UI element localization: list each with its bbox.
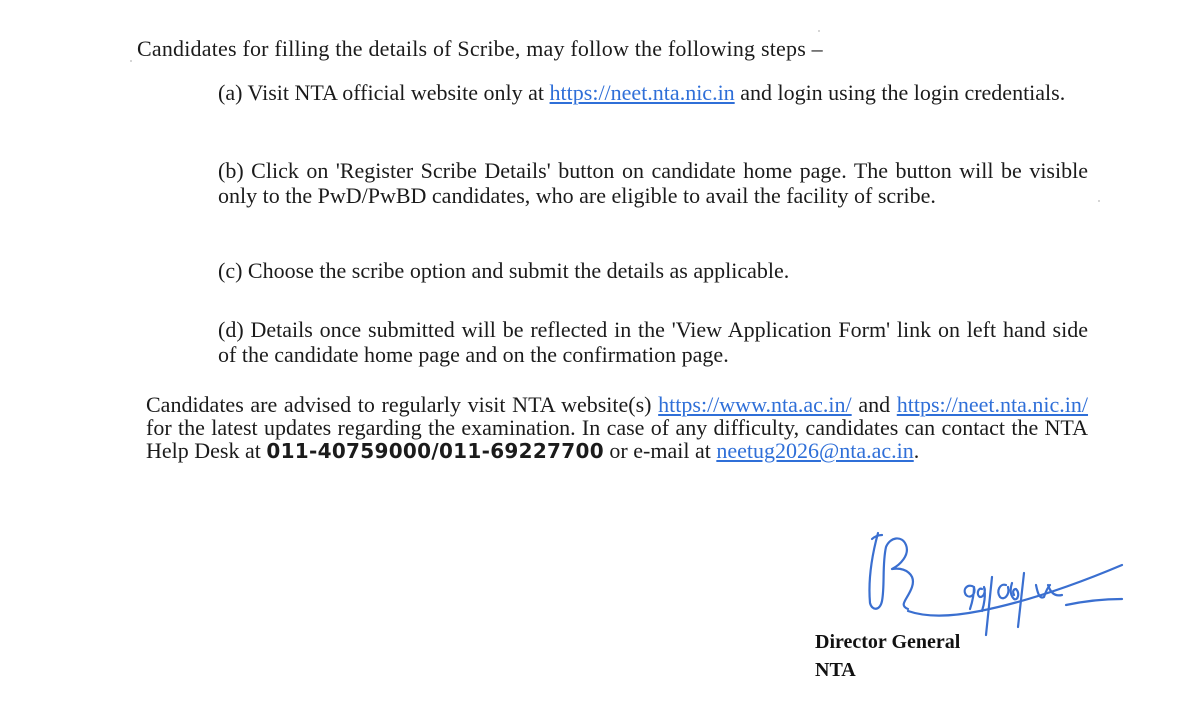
- neet-website-link[interactable]: https://neet.nta.nic.in: [549, 80, 735, 105]
- neet-website-link-2[interactable]: https://neet.nta.nic.in/: [896, 392, 1089, 417]
- step-a-text-before: (a) Visit NTA official website only at: [218, 80, 550, 105]
- advisory-text-5: .: [913, 438, 920, 463]
- advisory-text-4: or e-mail at: [603, 438, 717, 463]
- signatory-block: [815, 628, 960, 684]
- scan-speck: [818, 30, 820, 32]
- helpdesk-numbers: 011-40759000/011-69227700: [266, 439, 604, 463]
- scan-speck: [1098, 200, 1100, 202]
- email-link[interactable]: neetug2026@nta.ac.in: [716, 438, 914, 463]
- step-c: (c) Choose the scribe option and submit the details as applicable.: [218, 258, 790, 283]
- intro-paragraph: Candidates for filling the details of Scribe, may follow the following steps –: [137, 36, 823, 61]
- handwritten-signature: [850, 525, 1140, 640]
- signatory-title: Director General: [815, 631, 961, 653]
- signatory-org: NTA: [815, 659, 856, 681]
- advisory-paragraph: [146, 393, 1088, 463]
- advisory-text-1: Candidates are advised to regularly visit NTA website(s): [146, 392, 659, 417]
- advisory-text-2: and: [851, 392, 897, 417]
- step-a-text-after: and login using the login credentials.: [734, 80, 1066, 105]
- step-a: [218, 80, 1088, 105]
- step-b: (b) Click on 'Register Scribe Details' button on candidate home page. The button will be visible only to the PwD/PwBD candidates, who are eligible to avail the facility of scribe.: [218, 158, 1088, 208]
- nta-website-link[interactable]: https://www.nta.ac.in/: [658, 392, 852, 417]
- scan-speck: [130, 60, 132, 62]
- advisory-text-3: for the latest updates regarding the examination. In case of any difficulty, candidates can contact the NTA Help Desk at: [146, 415, 1088, 463]
- step-d: (d) Details once submitted will be reflected in the 'View Application Form' link on left hand side of the candidate home page and on the confirmation page.: [218, 317, 1088, 367]
